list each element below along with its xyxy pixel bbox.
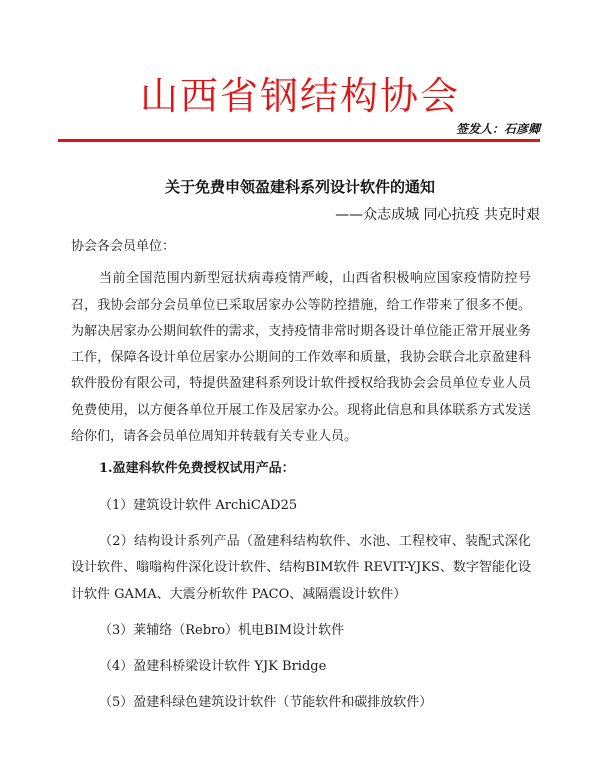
red-divider-rule bbox=[58, 139, 540, 142]
product-item-4: （4）盈建科桥梁设计软件 YJK Bridge bbox=[99, 659, 327, 675]
section-heading: 1.盈建科软件免费授权试用产品： bbox=[99, 461, 295, 477]
org-name-title: 山西省钢结构协会 bbox=[139, 74, 460, 118]
product-item-2: （2）结构设计系列产品（盈建科结构软件、水池、工程校审、装配式深化设计软件、嗡嗡构件深化设计软件、结构BIM软件 REVIT-YJKS、数字智能化设计软件 GAMA、大震分析软件 PACO、减隔震设计软件） bbox=[71, 533, 531, 602]
product-item-5: （5）盈建科绿色建筑设计软件（节能软件和碳排放软件） bbox=[99, 695, 433, 711]
notice-slogan: ——众志成城 同心抗疫 共克时艰 bbox=[335, 207, 540, 223]
salutation: 协会各会员单位： bbox=[71, 239, 176, 254]
issuer-signature: 签发人：石彦卿 bbox=[455, 122, 540, 136]
product-item-1: （1）建筑设计软件 ArchiCAD25 bbox=[99, 497, 298, 513]
notice-title: 关于免费申领盈建科系列设计软件的通知 bbox=[164, 178, 435, 196]
product-item-3: （3）莱辅络（Rebro）机电BIM设计软件 bbox=[99, 622, 345, 638]
notice-body bbox=[71, 234, 531, 727]
body-paragraph: 当前全国范围内新型冠状病毒疫情严峻，山西省积极响应国家疫情防控号召，我协会部分会员单位已采取居家办公等防控措施，给工作带来了很多不便。为解决居家办公期间软件的需求，支持疫情非常时期各设计单位能正常开展业务工作，保障各设计单位居家办公期间的工作效率和质量，我协会联合北京盈建科软件股份有限公司，特提供盈建科系列设计软件授权给我协会会员单位专业人员免费使用，以方便各单位开展工作及居家办公。现将此信息和具体联系方式发送给你们，请各会员单位周知并转载有关专业人员。 bbox=[71, 271, 531, 445]
